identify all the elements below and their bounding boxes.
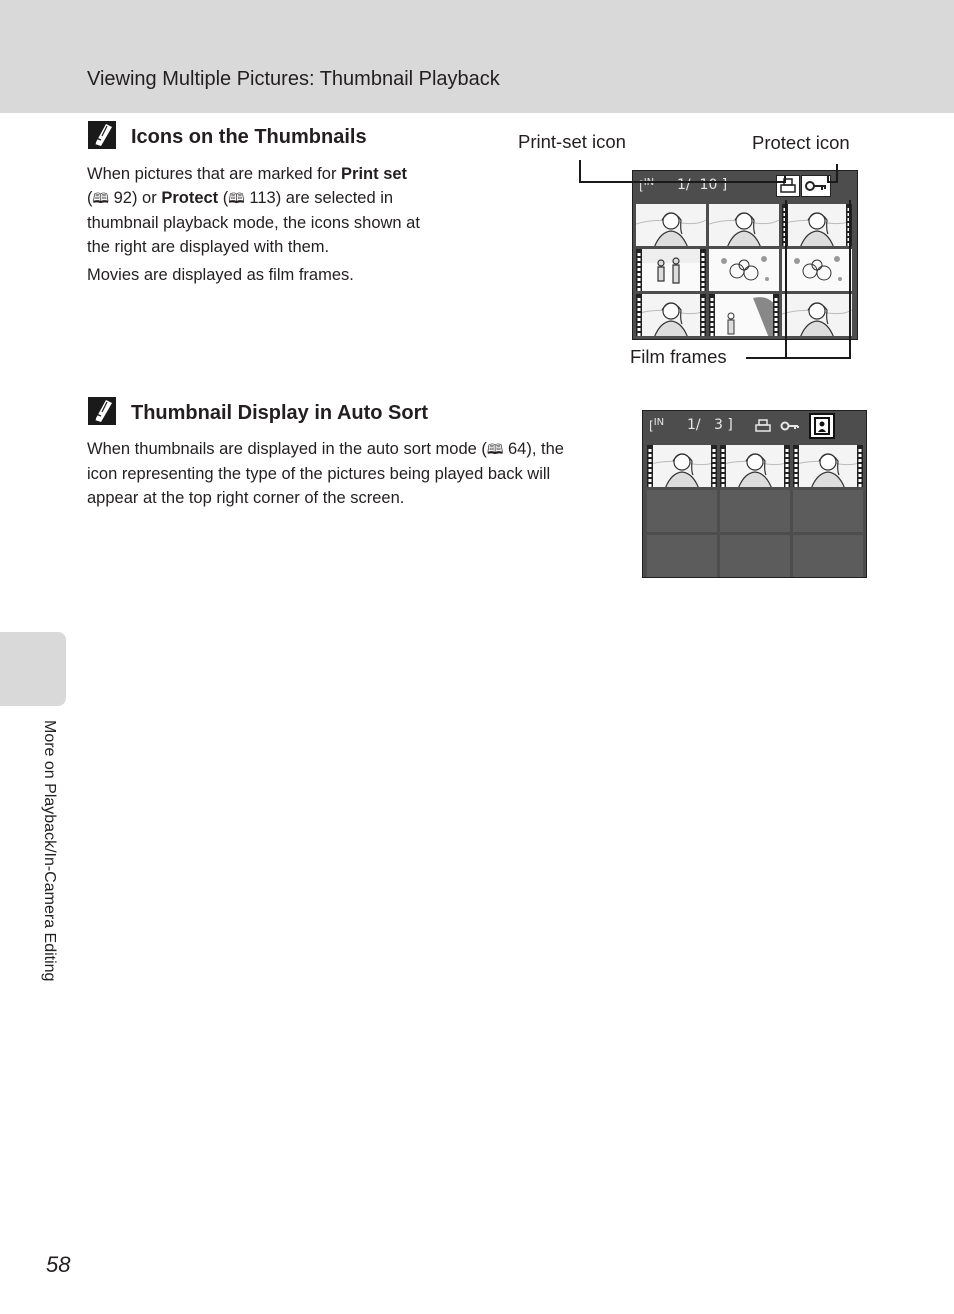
empty-thumbnail xyxy=(793,535,863,577)
memory-indicator: [$^{IN}$ xyxy=(639,177,655,193)
bold-protect: Protect xyxy=(161,189,219,207)
callout-leader-lines xyxy=(570,150,870,365)
text-line: thumbnail playback mode, the icons shown at xyxy=(87,214,420,232)
section2-paragraph xyxy=(87,437,617,510)
text-run: ), the xyxy=(526,440,564,458)
text-line: appear at the top right corner of the screen. xyxy=(87,489,405,507)
section-title-icons-on-thumbnails: Icons on the Thumbnails xyxy=(131,126,367,148)
frame-counter: 1/ 3 ] xyxy=(687,417,733,433)
reference-book-icon: 🕮 xyxy=(92,191,110,207)
empty-thumbnail xyxy=(720,535,790,577)
empty-thumbnail xyxy=(647,490,717,532)
film-frames-callout: Film frames xyxy=(630,346,727,367)
memory-label: IN xyxy=(653,417,665,428)
empty-thumbnail xyxy=(647,535,717,577)
section-title-auto-sort: Thumbnail Display in Auto Sort xyxy=(131,402,429,424)
movies-note: Movies are displayed as film frames. xyxy=(87,266,354,284)
text-run: When thumbnails are displayed in the auto sort mode ( xyxy=(87,440,487,458)
text-run: ( xyxy=(218,189,229,207)
page-number: 58 xyxy=(46,1252,71,1277)
portrait-sort-icon xyxy=(809,413,835,439)
counter-total: 3 xyxy=(713,417,723,433)
film-frame-icon xyxy=(647,445,717,487)
side-tab xyxy=(0,632,66,706)
text-run: ) or xyxy=(131,189,162,207)
memory-label: IN xyxy=(643,177,655,188)
film-frame-icon xyxy=(720,445,790,487)
protect-callout: Protect icon xyxy=(752,132,850,153)
side-tab-label: More on Playback/In-Camera Editing xyxy=(41,720,58,982)
thumbnail[interactable] xyxy=(647,445,717,487)
print-set-icon xyxy=(754,418,772,439)
film-frame-icon xyxy=(793,445,863,487)
counter-current: 1/ xyxy=(687,417,701,433)
protect-key-icon xyxy=(779,418,801,439)
page-reference: 64 xyxy=(508,440,527,458)
thumbnail-screen-2 xyxy=(642,410,867,578)
memory-indicator: [$^{IN}$ xyxy=(649,417,665,433)
print-set-callout: Print-set icon xyxy=(518,131,626,152)
text-run: ( xyxy=(87,189,93,207)
text-line: icon representing the type of the pictures being played back will xyxy=(87,465,551,483)
text-run: ) are selected in xyxy=(275,189,394,207)
frame-counter: 1/ 10 ] xyxy=(677,177,728,193)
header-title: Viewing Multiple Pictures: Thumbnail Playback xyxy=(87,68,500,90)
header-band xyxy=(0,0,954,113)
section1-paragraph xyxy=(87,162,487,287)
empty-thumbnail xyxy=(793,490,863,532)
thumbnail[interactable] xyxy=(720,445,790,487)
counter-current: 1/ xyxy=(677,177,691,193)
reference-book-icon: 🕮 xyxy=(228,191,245,207)
thumbnail[interactable] xyxy=(793,445,863,487)
reference-book-icon: 🕮 xyxy=(486,442,504,458)
empty-thumbnail xyxy=(720,490,790,532)
note-pencil-icon xyxy=(88,121,116,149)
note-pencil-icon xyxy=(88,397,116,425)
bold-print-set: Print set xyxy=(341,165,408,183)
counter-total: 10 xyxy=(699,177,718,193)
text-run: When pictures that are marked for xyxy=(87,165,342,183)
page-reference: 92 xyxy=(113,189,132,207)
page-reference: 113 xyxy=(249,189,276,207)
text-line: the right are displayed with them. xyxy=(87,238,330,256)
